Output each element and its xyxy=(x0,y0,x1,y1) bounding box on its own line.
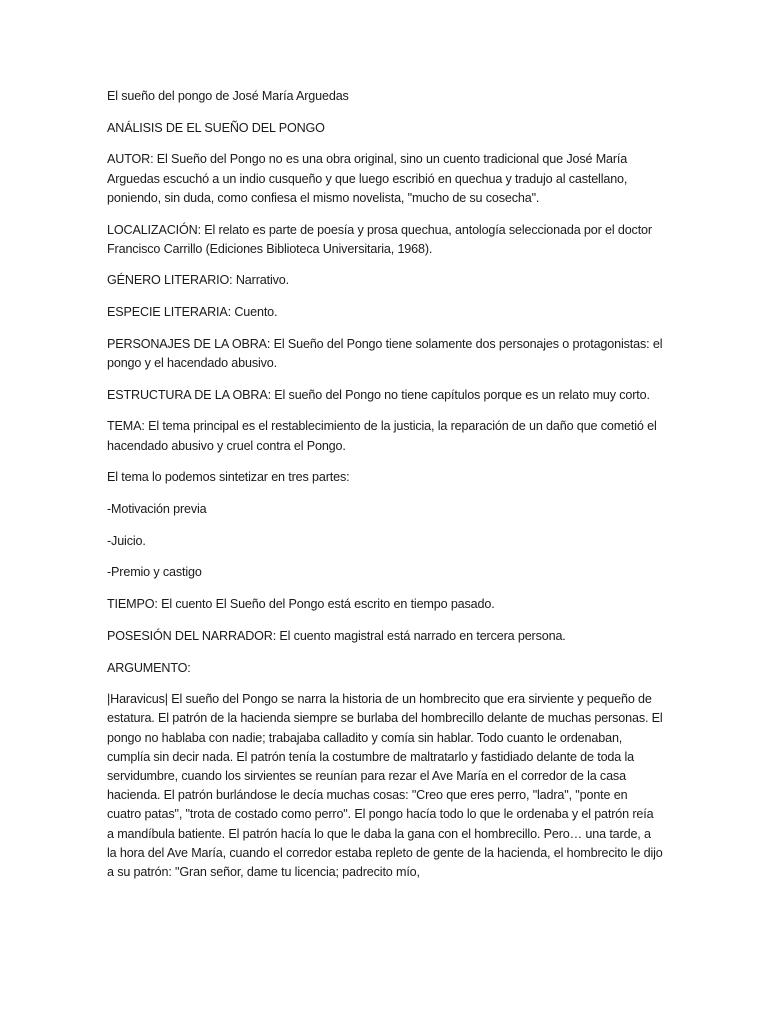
document-body xyxy=(107,87,663,895)
author-paragraph: AUTOR: El Sueño del Pongo no es una obra original, sino un cuento tradicional que José María Arguedas escuchó a un indio cusqueño y que luego escribió en quechua y tradujo al castellano, poniendo, sin duda, como confiesa el mismo novelista, "mucho de su cosecha". xyxy=(107,152,628,205)
list-item: -Premio y castigo xyxy=(107,565,202,580)
analysis-heading: ANÁLISIS DE EL SUEÑO DEL PONGO xyxy=(107,120,325,135)
genre-paragraph: GÉNERO LITERARIO: Narrativo. xyxy=(107,273,289,288)
location-paragraph: LOCALIZACIÓN: El relato es parte de poesía y prosa quechua, antología seleccionada por el doctor Francisco Carrillo (Ediciones Biblioteca Universitaria, 1968). xyxy=(107,222,652,256)
argument-heading: ARGUMENTO: xyxy=(107,660,191,675)
time-paragraph: TIEMPO: El cuento El Sueño del Pongo está escrito en tiempo pasado. xyxy=(107,597,495,612)
narrator-paragraph: POSESIÓN DEL NARRADOR: El cuento magistral está narrado en tercera persona. xyxy=(107,628,566,643)
characters-paragraph: PERSONAJES DE LA OBRA: El Sueño del Pongo tiene solamente dos personajes o protagonistas: el pongo y el hacendado abusivo. xyxy=(107,336,663,371)
document-title: El sueño del pongo de José María Arguedas xyxy=(107,89,349,103)
list-item: -Juicio. xyxy=(107,533,146,548)
list-item: -Motivación previa xyxy=(107,502,207,517)
theme-paragraph: TEMA: El tema principal es el restablecimiento de la justicia, la reparación de un daño que cometió el hacendado abusivo y cruel contra el Pongo. xyxy=(107,419,657,453)
theme-summary-intro: El tema lo podemos sintetizar en tres partes: xyxy=(107,470,350,485)
species-paragraph: ESPECIE LITERARIA: Cuento. xyxy=(107,305,278,320)
structure-paragraph: ESTRUCTURA DE LA OBRA: El sueño del Pongo no tiene capítulos porque es un relato muy corto. xyxy=(107,387,650,402)
argument-paragraph: |Haravicus| El sueño del Pongo se narra la historia de un hombrecito que era sirviente y pequeño de estatura. El patrón de la hacienda siempre se burlaba del hombrecillo delante de muchas personas. El pongo no hablaba con nadie; trabajaba calladito y comía sin hablar. Todo cuanto le ordenaban, cumplía sin decir nada. El patrón tenía la costumbre de maltratarlo y fastidiado delante de toda la servidumbre, cuando los sirvientes se reunían para rezar el Ave María en el corredor de la casa hacienda. El patrón burlándose le decía muchas cosas: "Creo que eres perro, "ladra", "ponte en cuatro patas", "trota de costado como perro". El pongo hacía todo lo que le ordenaba y el patrón reía a mandíbula batiente. El patrón hacía lo que le daba la gana con el hombrecillo. Pero… una tarde, a la hora del Ave María, cuando el corredor estaba repleto de gente de la hacienda, el hombrecito le dijo a su patrón: "Gran señor, dame tu licencia; padrecito mío, xyxy=(107,692,663,880)
